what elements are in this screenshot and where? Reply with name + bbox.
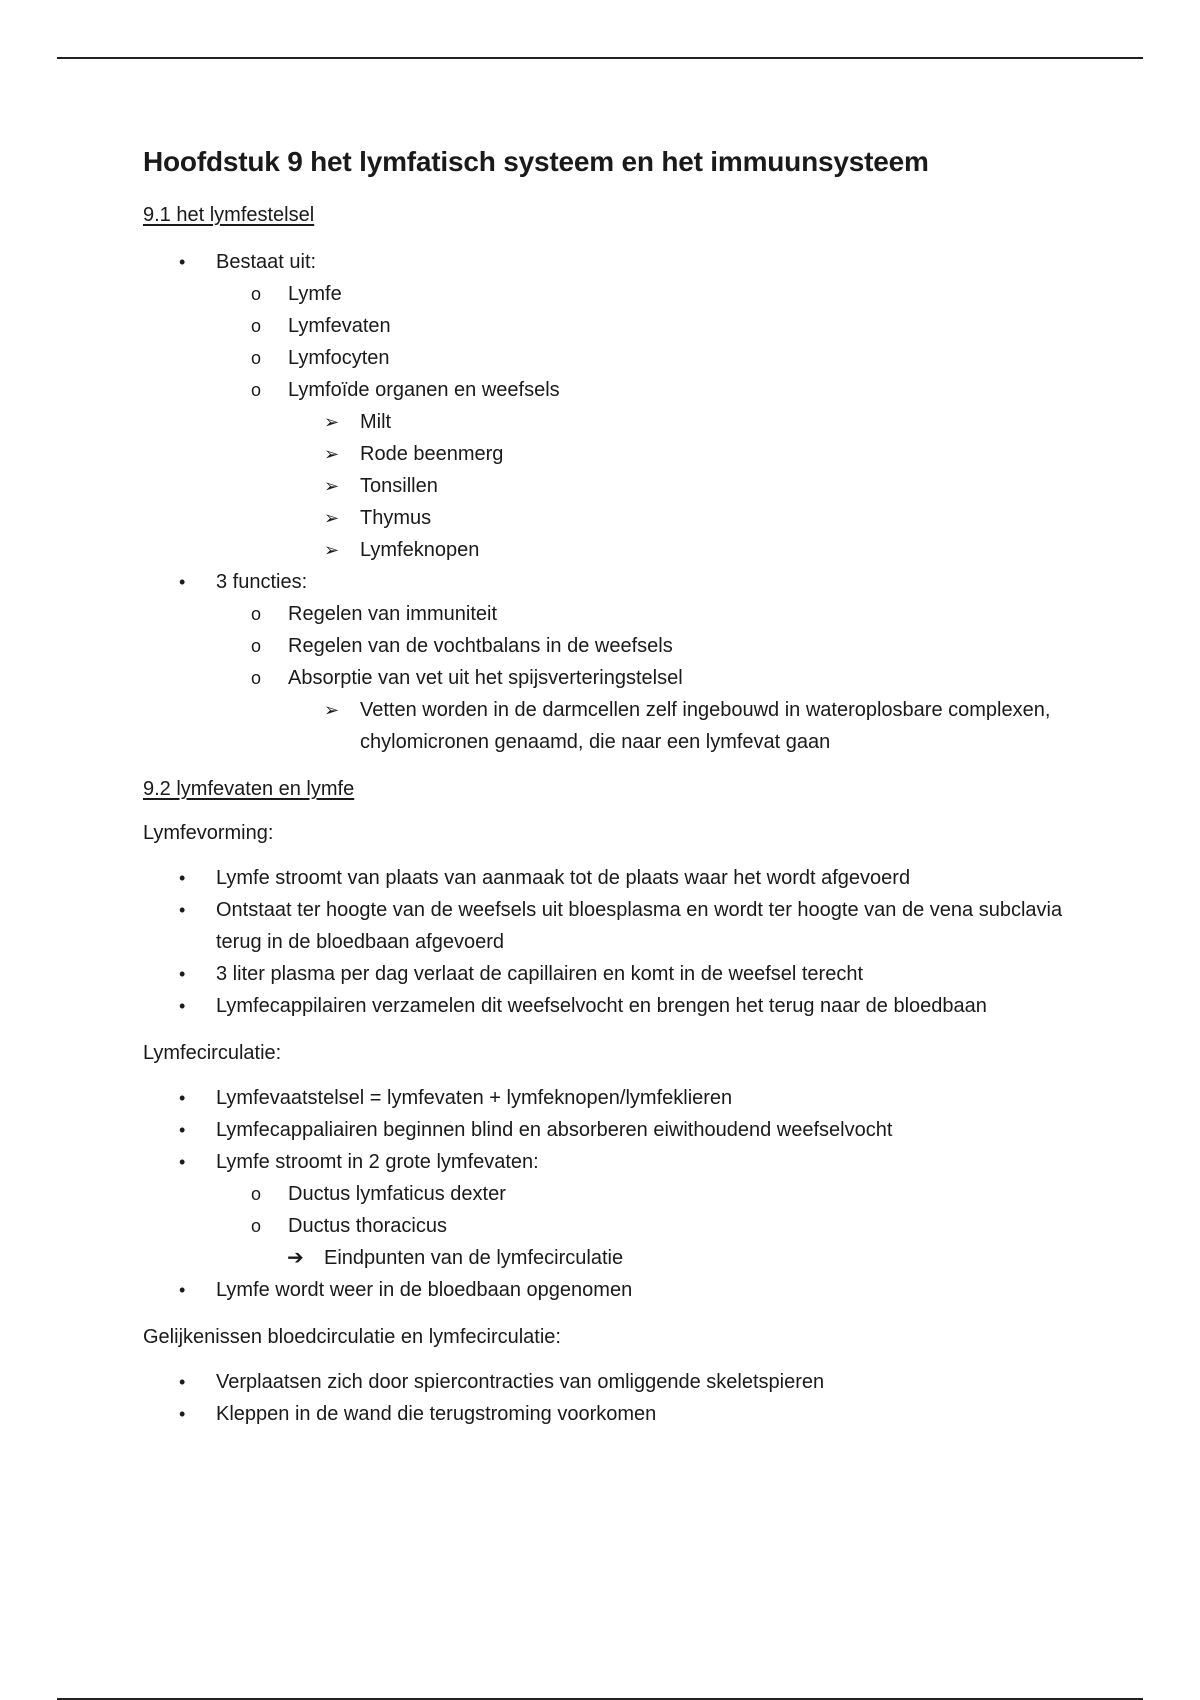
arrowhead-bullet-icon: ➢ [324, 476, 340, 496]
list-item [143, 1242, 1073, 1274]
arrowhead-bullet-icon: ➢ [324, 444, 340, 464]
list-item [143, 630, 1073, 662]
circle-bullet-icon: o [251, 316, 262, 336]
list-item-text: 3 functies: [216, 571, 308, 593]
list-item-text: Lymfeknopen [360, 539, 480, 561]
list-item [143, 1274, 1073, 1306]
list-item-text: Lymfe stroomt van plaats van aanmaak tot de plaats waar het wordt afgevoerd [216, 867, 911, 889]
list-item [143, 1114, 1073, 1146]
arrowhead-bullet-icon: ➢ [324, 412, 340, 432]
list-item [143, 246, 1073, 278]
circle-bullet-icon: o [251, 668, 262, 688]
list-item [143, 862, 1073, 894]
circle-bullet-icon: o [251, 380, 262, 400]
list-item [143, 694, 1073, 758]
list-item [143, 598, 1073, 630]
list-item-text: Lymfocyten [288, 347, 390, 369]
bullet-icon: • [179, 964, 186, 984]
list-item [143, 1146, 1073, 1178]
arrowhead-bullet-icon: ➢ [324, 700, 340, 720]
bullet-icon: • [179, 1372, 186, 1392]
header-rule [57, 57, 1143, 59]
list-item [143, 278, 1073, 310]
list-item-text: Lymfe wordt weer in de bloedbaan opgenomen [216, 1279, 633, 1301]
lymfestelsel-list [143, 246, 1073, 758]
bullet-icon: • [179, 996, 186, 1016]
gelijkenissen-list [143, 1366, 1073, 1430]
document-body [143, 142, 1073, 1448]
list-item [143, 894, 1073, 958]
list-item [143, 502, 1073, 534]
list-item [143, 566, 1073, 598]
list-item-text: Lymfe [288, 283, 342, 305]
list-item [143, 534, 1073, 566]
list-item [143, 342, 1073, 374]
list-item [143, 662, 1073, 694]
list-item-text: Regelen van de vochtbalans in de weefsels [288, 635, 673, 657]
list-item-text: Tonsillen [360, 475, 438, 497]
bullet-icon: • [179, 868, 186, 888]
arrowhead-bullet-icon: ➢ [324, 540, 340, 560]
list-item-text: Lymfevaten [288, 315, 391, 337]
arrowhead-bullet-icon: ➢ [324, 508, 340, 528]
circle-bullet-icon: o [251, 284, 262, 304]
list-item [143, 958, 1073, 990]
list-item-text: Ductus thoracicus [288, 1215, 447, 1237]
circle-bullet-icon: o [251, 1216, 262, 1236]
lymfecirculatie-list [143, 1082, 1073, 1306]
circle-bullet-icon: o [251, 1184, 262, 1204]
bullet-icon: • [179, 900, 186, 920]
bullet-icon: • [179, 1120, 186, 1140]
list-item [143, 1178, 1073, 1210]
list-item [143, 1082, 1073, 1114]
circle-bullet-icon: o [251, 604, 262, 624]
list-item-text: Ontstaat ter hoogte van de weefsels uit bloesplasma en wordt ter hoogte van de vena subclavia terug in de bloedbaan afgevoerd [216, 899, 1063, 953]
page-title: Hoofdstuk 9 het lymfatisch systeem en het immuunsysteem [143, 146, 929, 177]
list-item-text: Kleppen in de wand die terugstroming voorkomen [216, 1403, 657, 1425]
list-item [143, 438, 1073, 470]
list-item [143, 310, 1073, 342]
subheading-gelijkenissen: Gelijkenissen bloedcirculatie en lymfecirculatie: [143, 1326, 561, 1348]
circle-bullet-icon: o [251, 636, 262, 656]
bullet-icon: • [179, 1404, 186, 1424]
list-item [143, 990, 1073, 1022]
list-item-text: Lymfoïde organen en weefsels [288, 379, 560, 401]
subheading-lymfevorming: Lymfevorming: [143, 822, 274, 844]
list-item-text: Lymfecappilairen verzamelen dit weefselvocht en brengen het terug naar de bloedbaan [216, 995, 987, 1017]
section-heading-9-1: 9.1 het lymfestelsel [143, 204, 315, 226]
list-item-text: 3 liter plasma per dag verlaat de capillairen en komt in de weefsel terecht [216, 963, 864, 985]
circle-bullet-icon: o [251, 348, 262, 368]
list-item [143, 406, 1073, 438]
list-item [143, 374, 1073, 406]
subheading-lymfecirculatie: Lymfecirculatie: [143, 1042, 282, 1064]
list-item [143, 1398, 1073, 1430]
bullet-icon: • [179, 1088, 186, 1108]
list-item-text: Regelen van immuniteit [288, 603, 497, 625]
list-item-text: Thymus [360, 507, 432, 529]
list-item [143, 1210, 1073, 1242]
bullet-icon: • [179, 1280, 186, 1300]
bullet-icon: • [179, 1152, 186, 1172]
list-item-text: Vetten worden in de darmcellen zelf ingebouwd in wateroplosbare complexen, chylomicronen genaamd, die naar een lymfevat gaan [360, 699, 1051, 753]
list-item-text: Absorptie van vet uit het spijsverteringstelsel [288, 667, 683, 689]
list-item-text: Lymfevaatstelsel = lymfevaten + lymfeknopen/lymfeklieren [216, 1087, 733, 1109]
section-heading-9-2: 9.2 lymfevaten en lymfe [143, 778, 355, 800]
list-item [143, 1366, 1073, 1398]
list-item-text: Lymfecappaliairen beginnen blind en absorberen eiwithoudend weefselvocht [216, 1119, 893, 1141]
list-item-text: Eindpunten van de lymfecirculatie [324, 1247, 624, 1269]
list-item-text: Rode beenmerg [360, 443, 504, 465]
lymfevorming-list [143, 862, 1073, 1022]
list-item-text: Bestaat uit: [216, 251, 317, 273]
arrow-right-icon: ➔ [287, 1247, 304, 1269]
list-item-text: Verplaatsen zich door spiercontracties van omliggende skeletspieren [216, 1371, 825, 1393]
list-item [143, 470, 1073, 502]
bullet-icon: • [179, 572, 186, 592]
list-item-text: Milt [360, 411, 392, 433]
list-item-text: Ductus lymfaticus dexter [288, 1183, 506, 1205]
list-item-text: Lymfe stroomt in 2 grote lymfevaten: [216, 1151, 539, 1173]
bullet-icon: • [179, 252, 186, 272]
